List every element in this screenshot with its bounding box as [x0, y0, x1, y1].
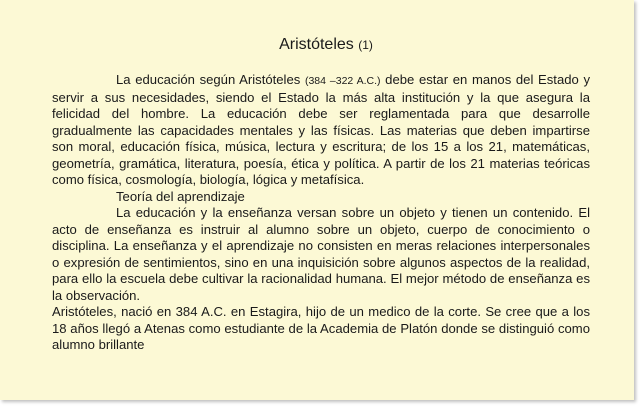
paragraph-education [52, 72, 590, 189]
section-heading-learning-theory: Teoría del aprendizaje [116, 188, 245, 204]
title-text: Aristóteles [279, 36, 354, 53]
paragraph-learning-theory: La educación y la enseñanza versan sobre un objeto y tienen un contenido. El acto de enseñanza es instruir al alumno sobre un objeto, cuerpo de conocimiento o disciplina. La enseñanza y el aprendizaje no consisten en meras relaciones interpersonales o expresión de sentimientos, sino en una inquisición sobre algunos aspectos de la realidad, para ello la escuela debe cultivar la racionalidad humana. El mejor método de enseñanza es la observación. [52, 205, 590, 303]
paragraph-education-lead: La educación según Aristóteles [116, 72, 305, 87]
document-title [52, 36, 590, 54]
paragraph-biography: Aristóteles, nació en 384 A.C. en Estagira, hijo de un medico de la corte. Se cree que a los 18 años llegó a Atenas como estudiante de la Academia de Platón donde se distinguió como alumno brillante [52, 304, 590, 352]
aristotle-dates: (384 –322 A.C.) [304, 75, 381, 87]
document-body [52, 72, 590, 354]
paragraph-education-rest: debe estar en manos del Estado y servir a sus necesidades, siendo el Estado la más alta institución y la que asegura la felicidad del hombre. La educación debe ser reglamentada para que desarrolle gradualmente las capacidades mentales y las físicas. Las materias que deben impartirse son moral, educación física, música, lectura y escritura; de los 15 a los 21, matemáticas, geometría, gramática, literatura, poesía, ética y política. A partir de los 21 materias teóricas como física, cosmología, biología, lógica y metafísica. [52, 72, 590, 187]
title-footnote-marker: (1) [358, 38, 373, 52]
